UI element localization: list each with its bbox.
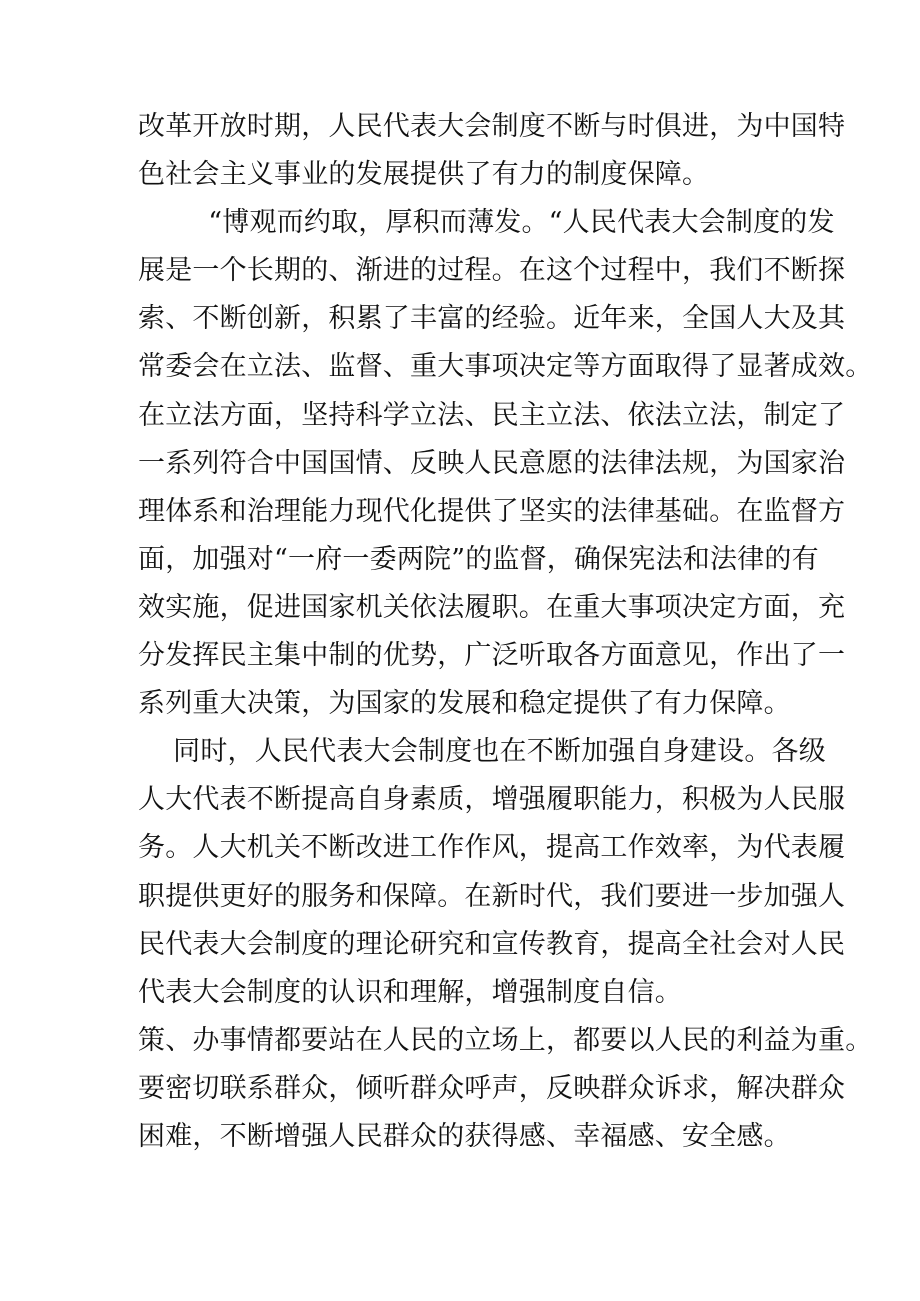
body-text xyxy=(138,103,873,1161)
paragraph-4 xyxy=(138,1017,873,1161)
text-line: 困难，不断增强人民群众的获得感、幸福感、安全感。 xyxy=(138,1120,791,1152)
text-line: 在立法方面，坚持科学立法、民主立法、依法立法，制定了 xyxy=(138,399,846,431)
text-line: “博观而约取，厚积而薄发。“人民代表大会制度的发 xyxy=(138,207,835,239)
text-line: 务。人大机关不断改进工作作风，提高工作效率，为代表履 xyxy=(138,832,846,864)
paragraph-3 xyxy=(138,728,846,1017)
text-line: 效实施，促进国家机关依法履职。在重大事项决定方面，充 xyxy=(138,591,846,623)
text-line: 常委会在立法、监督、重大事项决定等方面取得了显著成效。 xyxy=(138,351,873,383)
paragraph-2 xyxy=(138,199,873,728)
text-line: 同时，人民代表大会制度也在不断加强自身建设。各级 xyxy=(138,736,826,768)
text-line: 策、办事情都要站在人民的立场上，都要以人民的利益为重。 xyxy=(138,1024,873,1056)
text-line: 分发挥民主集中制的优势，广泛听取各方面意见，作出了一 xyxy=(138,640,846,672)
text-line: 面，加强对“一府一委两院”的监督，确保宪法和法律的有 xyxy=(138,543,819,575)
paragraph-1 xyxy=(138,103,846,199)
text-line: 理体系和治理能力现代化提供了坚实的法律基础。在监督方 xyxy=(138,495,846,527)
text-line: 职提供更好的服务和保障。在新时代，我们要进一步加强人 xyxy=(138,880,846,912)
text-line: 人大代表不断提高自身素质，增强履职能力，积极为人民服 xyxy=(138,784,846,816)
text-line: 要密切联系群众，倾听群众呼声，反映群众诉求，解决群众 xyxy=(138,1072,846,1104)
text-line: 色社会主义事业的发展提供了有力的制度保障。 xyxy=(138,159,710,191)
text-line: 民代表大会制度的理论研究和宣传教育，提高全社会对人民 xyxy=(138,928,846,960)
text-line: 系列重大决策，为国家的发展和稳定提供了有力保障。 xyxy=(138,688,791,720)
text-line: 一系列符合中国国情、反映人民意愿的法律法规，为国家治 xyxy=(138,447,846,479)
text-line: 索、不断创新，积累了丰富的经验。近年来，全国人大及其 xyxy=(138,303,846,335)
text-line: 代表大会制度的认识和理解，增强制度自信。 xyxy=(138,976,682,1008)
text-line: 展是一个长期的、渐进的过程。在这个过程中，我们不断探 xyxy=(138,255,846,287)
text-line: 改革开放时期，人民代表大会制度不断与时俱进，为中国特 xyxy=(138,111,846,142)
